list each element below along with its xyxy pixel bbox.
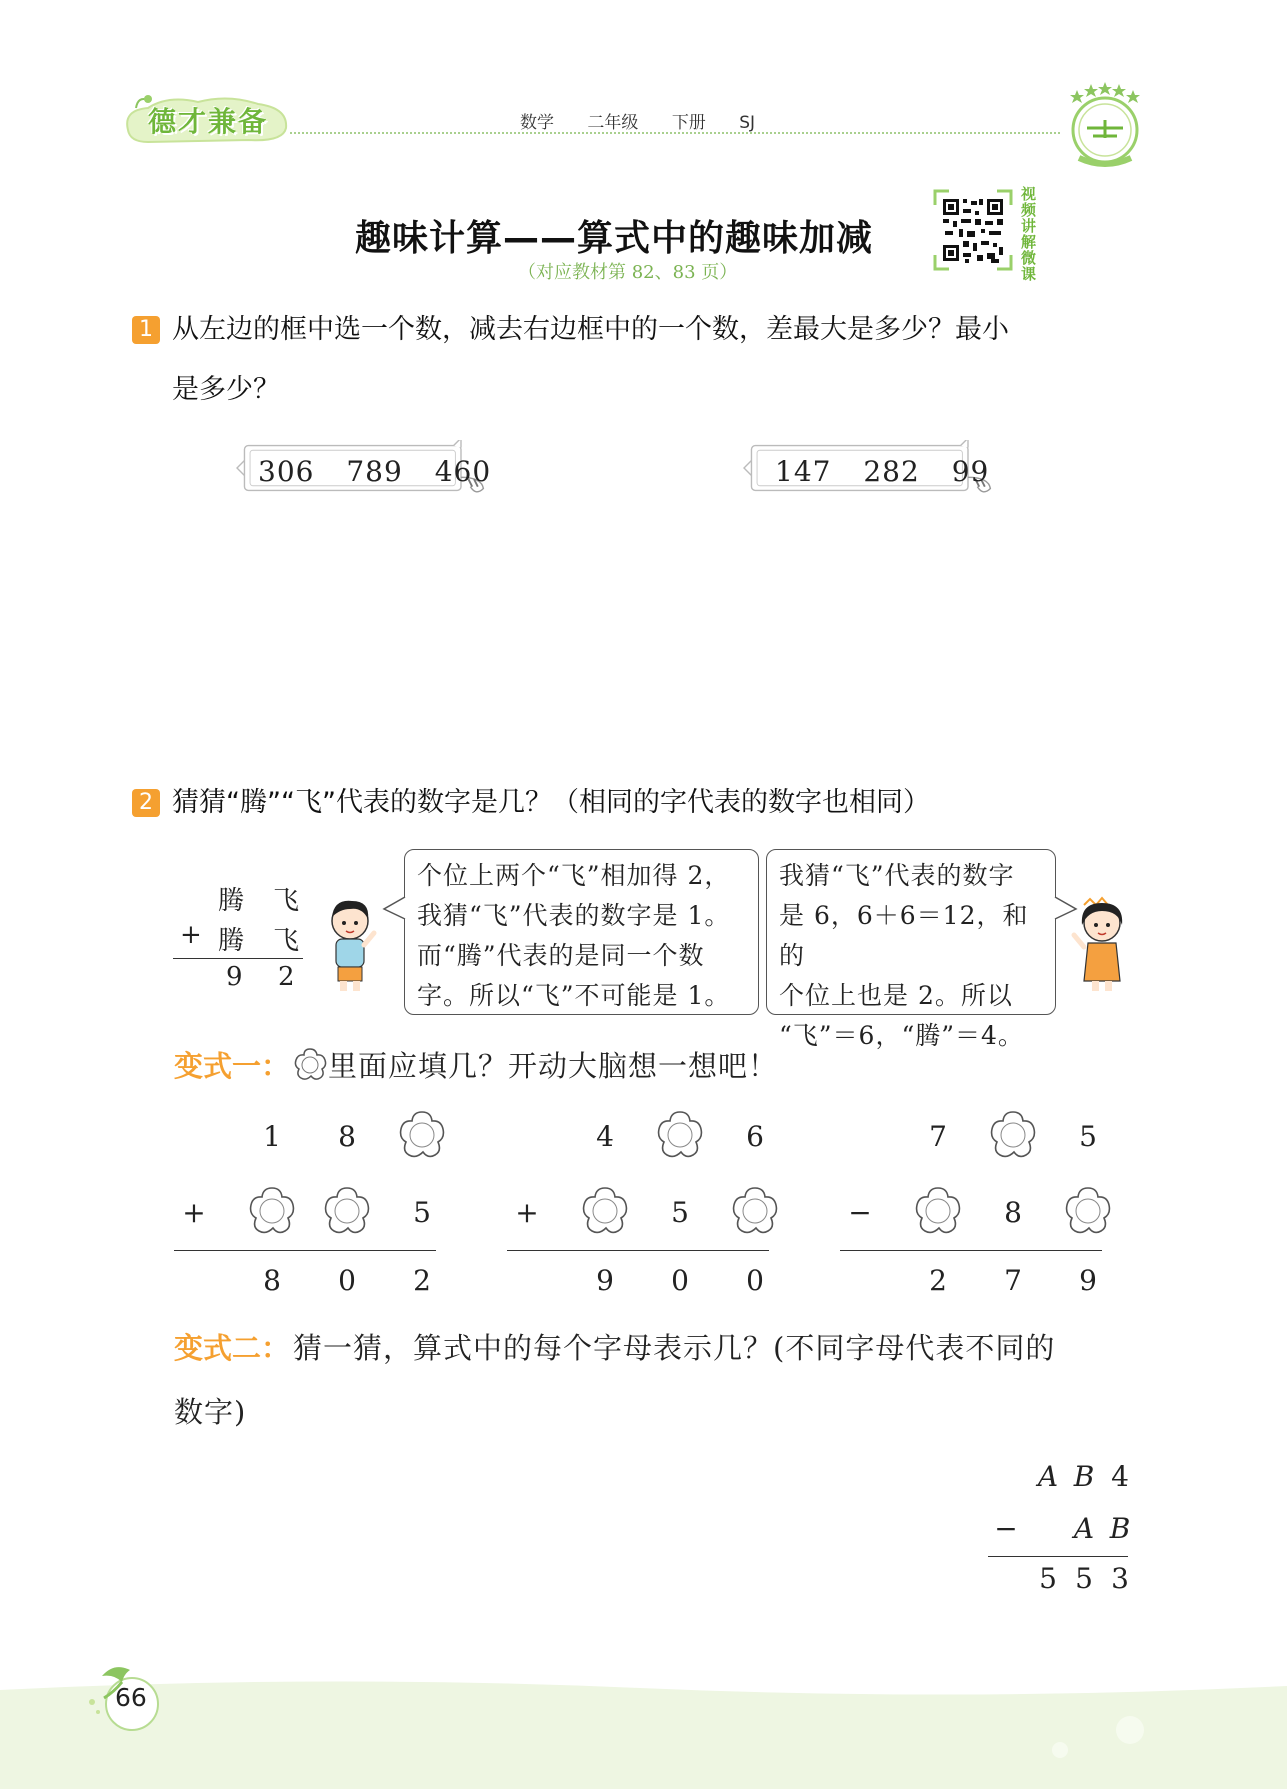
flower-blank-icon bbox=[292, 1046, 328, 1082]
question-1-text-line1: 从左边的框中选一个数，减去右边框中的一个数，差最大是多少？最小 bbox=[172, 314, 1009, 345]
sum-result-digit1: 9 bbox=[226, 962, 243, 992]
v2-top-letter-a: A bbox=[1037, 1460, 1059, 1493]
v2-operator: − bbox=[994, 1512, 1018, 1545]
sum-row2-digit2: 飞 bbox=[273, 926, 300, 956]
digit-2-top-1: 4 bbox=[596, 1120, 614, 1153]
rule-1 bbox=[174, 1250, 436, 1251]
variant2-text-line1: 猜一猜，算式中的每个字母表示几？(不同字母代表不同的 bbox=[293, 1331, 1056, 1365]
flower-blank-1-top-3[interactable] bbox=[396, 1108, 448, 1164]
flower-blank-2-top-2[interactable] bbox=[654, 1108, 706, 1164]
girl-illustration bbox=[1068, 895, 1140, 995]
question-1-badge: 1 bbox=[132, 316, 160, 344]
author-seal-badge bbox=[1063, 78, 1147, 170]
page-number: 66 bbox=[115, 1683, 147, 1712]
bubble-right-line3: 个位上也是 2。所以 bbox=[779, 981, 1013, 1010]
bubble-right-line4: “飞”＝6，“腾”＝4。 bbox=[779, 1021, 1024, 1050]
digit-3-top-1: 7 bbox=[929, 1120, 947, 1153]
v2-top-letter-b: B bbox=[1073, 1460, 1095, 1493]
digit-2-res-2: 0 bbox=[671, 1264, 689, 1297]
variant2-text-line2: 数字) bbox=[174, 1395, 247, 1429]
sum-operator: + bbox=[180, 920, 202, 950]
bubble-left-line4: 字。所以“飞”不可能是 1。 bbox=[417, 981, 731, 1010]
speech-bubble-right bbox=[766, 849, 1056, 1050]
qr-code-icon[interactable] bbox=[933, 189, 1013, 271]
digit-2-top-3: 6 bbox=[746, 1120, 764, 1153]
variant2-label: 变式二： bbox=[174, 1331, 291, 1365]
operator-3: − bbox=[848, 1196, 872, 1229]
flower-blank-3-mid-3[interactable] bbox=[1062, 1184, 1114, 1240]
v2-mid-letter-a: A bbox=[1073, 1512, 1095, 1545]
digit-3-res-2: 7 bbox=[1004, 1264, 1022, 1297]
sum-rule bbox=[173, 958, 303, 959]
flower-blank-2-mid-3[interactable] bbox=[729, 1184, 781, 1240]
digit-3-res-1: 2 bbox=[929, 1264, 947, 1297]
question-2-text: 猜猜“腾”“飞”代表的数字是几？（相同的字代表的数字也相同） bbox=[172, 787, 930, 818]
flower-blank-1-mid-1[interactable] bbox=[246, 1184, 298, 1240]
variant1-text: 里面应填几？开动大脑想一想吧！ bbox=[328, 1049, 779, 1083]
digit-1-res-1: 8 bbox=[263, 1264, 281, 1297]
right-box-numbers: 147 282 99 bbox=[775, 455, 990, 488]
left-box-numbers: 306 789 460 bbox=[258, 455, 492, 488]
digit-1-res-2: 0 bbox=[338, 1264, 356, 1297]
bubble-right-line1: 我猜“飞”代表的数字 bbox=[779, 861, 1015, 890]
v2-result-digit3: 3 bbox=[1111, 1562, 1129, 1595]
flower-blank-3-mid-1[interactable] bbox=[912, 1184, 964, 1240]
flower-blank-3-top-2[interactable] bbox=[987, 1108, 1039, 1164]
digit-1-top-1: 1 bbox=[263, 1120, 281, 1153]
flower-blank-1-mid-2[interactable] bbox=[321, 1184, 373, 1240]
digit-3-top-3: 5 bbox=[1079, 1120, 1097, 1153]
digit-2-res-1: 9 bbox=[596, 1264, 614, 1297]
digit-3-mid-2: 8 bbox=[1004, 1196, 1022, 1229]
operator-1: + bbox=[182, 1196, 206, 1229]
v2-mid-letter-b: B bbox=[1109, 1512, 1131, 1545]
boy-illustration bbox=[318, 895, 390, 995]
footer-wave bbox=[0, 1680, 1287, 1789]
rule-2 bbox=[507, 1250, 769, 1251]
book-info bbox=[520, 108, 773, 133]
page-title: 趣味计算——算式中的趣味加减 bbox=[355, 218, 874, 259]
sum-row2-digit1: 腾 bbox=[218, 926, 245, 956]
digit-2-res-3: 0 bbox=[746, 1264, 764, 1297]
edition-label: SJ bbox=[739, 113, 756, 133]
speech-bubble-left bbox=[404, 849, 759, 1015]
operator-2: + bbox=[515, 1196, 539, 1229]
digit-3-res-3: 9 bbox=[1079, 1264, 1097, 1297]
v2-result-digit2: 5 bbox=[1075, 1562, 1093, 1595]
textbook-reference: （对应教材第 82、83 页） bbox=[518, 262, 738, 283]
video-lesson-label: 视频讲解微课 bbox=[1021, 185, 1037, 283]
digit-2-mid-2: 5 bbox=[671, 1196, 689, 1229]
sum-row1-digit2: 飞 bbox=[273, 886, 300, 916]
bubble-left-line2: 我猜“飞”代表的数字是 1。 bbox=[417, 901, 731, 930]
digit-1-mid-3: 5 bbox=[413, 1196, 431, 1229]
bubble-left-line3: 而“腾”代表的是同一个数 bbox=[417, 941, 705, 970]
volume-label: 下册 bbox=[671, 113, 706, 133]
subject-label: 数学 bbox=[520, 113, 554, 133]
bubble-right-line2: 是 6，6＋6＝12，和的 bbox=[779, 901, 1029, 970]
v2-rule bbox=[988, 1556, 1128, 1557]
digit-1-res-3: 2 bbox=[413, 1264, 431, 1297]
brand-title: 德才兼备 bbox=[148, 105, 269, 138]
v2-top-digit: 4 bbox=[1111, 1460, 1129, 1493]
bubble-left-tail bbox=[382, 895, 406, 925]
flower-blank-2-mid-1[interactable] bbox=[579, 1184, 631, 1240]
rule-3 bbox=[840, 1250, 1102, 1251]
question-1-text-line2: 是多少？ bbox=[172, 374, 280, 405]
grade-label: 二年级 bbox=[587, 113, 639, 133]
bubble-left-line1: 个位上两个“飞”相加得 2， bbox=[417, 861, 731, 890]
variant1-label: 变式一： bbox=[174, 1049, 291, 1083]
question-2-badge: 2 bbox=[132, 789, 160, 817]
v2-result-digit1: 5 bbox=[1039, 1562, 1057, 1595]
digit-1-top-2: 8 bbox=[338, 1120, 356, 1153]
sum-row1-digit1: 腾 bbox=[218, 886, 245, 916]
sum-result-digit2: 2 bbox=[278, 962, 295, 992]
